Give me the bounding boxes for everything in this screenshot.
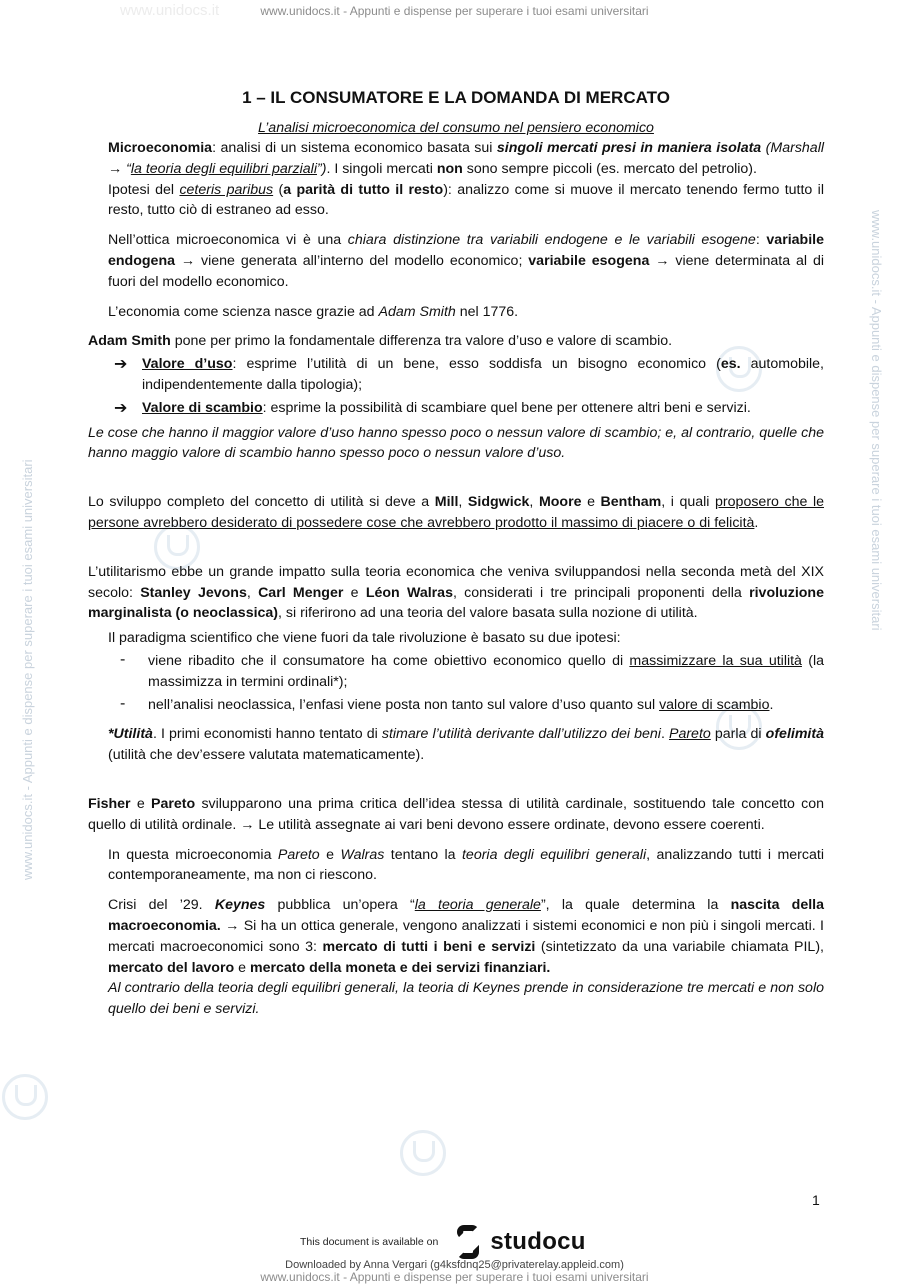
text-span: , analizzando tutti i mercati contemporaneamente, ma non ci riescono. <box>108 846 824 884</box>
ghost-watermark: www.unidocs.it <box>120 2 220 19</box>
title-teoria-generale: la teoria generale <box>414 897 541 914</box>
emph-non: non <box>436 160 463 177</box>
text-span: (utilità che dev’essere valutata matematicamente). <box>108 747 425 764</box>
term-ofelimita: ofelimità <box>765 726 824 743</box>
studocu-brand: studocu <box>490 1228 586 1255</box>
text-span: : esprime l’utilità di un bene, esso soddisfa un bisogno economico ( <box>232 356 721 373</box>
text-span: L’economia come scienza nasce grazie ad <box>108 303 379 320</box>
right-side-watermark: www.unidocs.it - Appunti e dispense per superare i tuoi esami universitari <box>869 210 884 631</box>
name-sidgwick: Sidgwick <box>467 494 530 511</box>
text-span: . <box>754 514 759 531</box>
text-span: pubblica un’opera “ <box>265 897 415 914</box>
term-esogena: variabile esogena <box>528 252 650 269</box>
text-span: es. <box>720 356 741 373</box>
text-span: e <box>319 846 341 863</box>
name-adam-smith: Adam Smith <box>378 303 456 320</box>
text-span: tentano la <box>384 846 462 863</box>
text-span: In questa microeconomia <box>108 846 278 863</box>
top-watermark: www.unidocs.it - Appunti e dispense per superare i tuoi esami universitari <box>260 4 649 18</box>
text-span: ”) <box>316 160 327 177</box>
emph-macroeconomia: nascita della macroeconomia. <box>108 897 825 934</box>
document-title: 1 – IL CONSUMATORE E LA DOMANDA DI MERCATO <box>242 88 670 107</box>
emph-massimizzare: massimizzare la sua utilità <box>629 652 802 669</box>
name-keynes: Keynes <box>214 897 266 914</box>
text-span: , i quali <box>661 494 716 511</box>
paragraph-variabili <box>88 230 824 292</box>
text-span: . I primi economisti hanno tentato di <box>152 726 382 743</box>
text-span: nel 1776. <box>455 303 519 320</box>
unidocs-logo-icon <box>2 1074 48 1120</box>
text-span: e <box>130 795 152 812</box>
paragraph-ceteris-paribus <box>88 180 824 222</box>
paragraph-paradigma: Il paradigma scientifico che viene fuori da tale rivoluzione è basato su due ipotesi: <box>108 630 621 647</box>
text-span: : analisi di un sistema economico basata sui <box>212 140 497 156</box>
name-jevons: Stanley Jevons <box>140 584 247 601</box>
text-span: . I singoli mercati <box>326 160 437 177</box>
text-span: Lo sviluppo completo del concetto di utilità si deve a <box>88 494 435 511</box>
text-span: , <box>246 584 259 601</box>
text-span: , <box>529 494 539 511</box>
paragraph-adam-smith-1776 <box>88 302 824 323</box>
text-span: Nell’ottica microeconomica vi è una <box>108 232 348 249</box>
text-span: viene ribadito che il consumatore ha come obiettivo economico quello di <box>148 652 630 669</box>
unidocs-logo-icon <box>400 1130 446 1176</box>
term-valore-scambio: Valore di scambio <box>142 399 263 416</box>
name-pareto: Pareto <box>277 846 320 863</box>
name-pareto: Pareto <box>151 795 196 812</box>
emph-singoli-mercati: singoli mercati presi in maniera isolata <box>496 140 762 156</box>
dash-bullet: - <box>120 650 126 668</box>
page-number: 1 <box>812 1192 820 1208</box>
available-on-text: This document is available on <box>300 1236 439 1248</box>
list-item <box>88 354 824 396</box>
text-span: , considerati i tre principali proponenti della <box>452 584 750 601</box>
text-span: . <box>769 696 774 713</box>
paragraph-valore <box>88 331 824 352</box>
section-subtitle: L’analisi microeconomica del consumo nel pensiero economico <box>258 120 654 136</box>
text-span: e <box>581 494 601 511</box>
term-valore-uso: Valore d’uso <box>142 356 233 373</box>
term-endogena: variabile endogena <box>108 232 824 269</box>
text-span: e <box>234 959 250 976</box>
text-span: sono sempre piccoli (es. mercato del petrolio). <box>462 160 757 177</box>
term-microeconomia: Microeconomia <box>108 140 213 156</box>
bottom-watermark: www.unidocs.it - Appunti e dispense per superare i tuoi esami universitari <box>260 1270 649 1284</box>
text-span: e <box>343 584 366 601</box>
term-utilita-note: *Utilità <box>108 726 153 743</box>
name-walras: Léon Walras <box>365 584 453 601</box>
emph-parita: a parità di tutto il resto <box>283 181 444 198</box>
emph-equilibri-parziali: la teoria degli equilibri parziali <box>130 160 317 177</box>
text-span: L’utilitarismo ebbe un grande impatto sulla teoria economica che veniva sviluppandosi nella seconda metà del XIX secolo: <box>88 563 824 601</box>
term-mercato-lavoro: mercato del lavoro <box>108 959 235 976</box>
name-fisher: Fisher <box>88 795 131 812</box>
arrow-right-icon: ➔ <box>114 356 128 374</box>
text-span: Crisi del ’29. <box>108 897 215 914</box>
text-span: nell’analisi neoclassica, l’enfasi viene posta non tanto sul valore d’uso quanto sul <box>148 696 660 713</box>
emph-valore-scambio: valore di scambio <box>659 696 770 713</box>
arrow-right-icon: ➔ <box>114 399 128 417</box>
paragraph-equilibri-generali <box>88 845 824 887</box>
name-adam-smith: Adam Smith <box>88 333 171 350</box>
text-span: , <box>458 494 468 511</box>
text-span: : <box>755 232 767 249</box>
list-item <box>88 651 824 693</box>
text-span: Ipotesi del <box>108 181 180 198</box>
list-item <box>88 695 824 716</box>
left-side-watermark: www.unidocs.it - Appunti e dispense per superare i tuoi esami universitari <box>20 459 35 880</box>
name-pareto: Pareto <box>668 726 711 743</box>
name-moore: Moore <box>538 494 582 511</box>
list-item <box>88 398 824 419</box>
paragraph-utilitarismo <box>88 562 824 624</box>
name-walras: Walras <box>340 846 385 863</box>
paragraph-sviluppo-utilita <box>88 492 824 534</box>
term-rivoluzione-marginalista: rivoluzione marginalista (o neoclassica) <box>88 584 824 622</box>
document-page <box>88 88 824 1020</box>
dash-bullet: - <box>120 694 126 712</box>
paragraph-microeconomia <box>88 138 824 180</box>
text-span: pone per primo la fondamentale differenza tra valore d’uso e valore di scambio. <box>170 333 673 350</box>
paragraph-nota-utilita <box>88 724 824 766</box>
text-span: parla di <box>710 726 766 743</box>
text-span: (Marshall → “ <box>108 140 824 177</box>
term-mercato-beni: mercato di tutti i beni e servizi <box>322 938 536 955</box>
name-mill: Mill <box>434 494 459 511</box>
text-span: ”, la quale determina la <box>540 897 731 914</box>
text-span: . <box>660 726 669 743</box>
emph-proposta: proposero che le persone avrebbero desiderato di possedere cose che avrebbero prodotto il massimo di piacere o di felicità <box>88 494 824 531</box>
emph-distinzione: chiara distinzione tra variabili endogene e le variabili esogene <box>347 232 756 249</box>
text-span: (sintetizzato da una variabile chiamata PIL), <box>535 938 824 955</box>
text-span: → viene determinata al di fuori del modello economico. <box>108 252 824 290</box>
text-span: (la massimizza in termini ordinali*); <box>148 652 824 690</box>
downloaded-by-text: Downloaded by Anna Vergari (g4ksfdnq25@privaterelay.appleid.com) <box>285 1259 624 1271</box>
name-bentham: Bentham <box>600 494 662 511</box>
studocu-footer[interactable] <box>300 1222 630 1262</box>
paragraph-paradosso: Le cose che hanno il maggior valore d’uso hanno spesso poco o nessun valore di scambio; e, al contrario, quelle che hanno maggio valore di scambio hanno spesso poco o nessun valore d’uso. <box>88 424 824 462</box>
paragraph-fisher-pareto <box>88 794 824 836</box>
text-span: ): analizzo come si muove il mercato tenendo fermo tutto il resto, tutto ciò di estraneo ad esso. <box>108 181 824 219</box>
text-span: → Si ha un ottica generale, vengono analizzati i sistemi economici e non più i singoli mercati. I mercati macroeconomici sono 3: <box>108 917 824 955</box>
term-mercato-moneta: mercato della moneta e dei servizi finanziari. <box>249 959 551 976</box>
emph-stimare: stimare l’utilità derivante dall’utilizzo dei beni <box>381 726 661 743</box>
paragraph-keynes <box>88 895 824 978</box>
name-menger: Carl Menger <box>258 584 344 601</box>
text-span: svilupparono una prima critica dell’idea stessa di utilità cardinale, sostituendo tale concetto con quello di utilità ordinale. → Le utilità assegnate ai vari beni devono essere ordinate, devono essere coerenti. <box>88 795 825 833</box>
text-span: automobile, indipendentemente dalla tipologia); <box>142 356 824 393</box>
text-span: : esprime la possibilità di scambiare quel bene per ottenere altri beni e servizi. <box>262 399 751 416</box>
text-span: → viene generata all’interno del modello economico; <box>175 252 529 269</box>
paragraph-keynes-conclusion: Al contrario della teoria degli equilibri generali, la teoria di Keynes prende in considerazione tre mercati e non solo quello dei beni e servizi. <box>108 980 824 1018</box>
text-span: ( <box>273 181 284 198</box>
emph-teoria-equilibri: teoria degli equilibri generali <box>461 846 647 863</box>
studocu-logo-icon <box>454 1225 484 1259</box>
term-ceteris-paribus: ceteris paribus <box>179 181 274 198</box>
text-span: , si riferirono ad una teoria del valore basata sulla nozione di utilità. <box>278 605 698 622</box>
